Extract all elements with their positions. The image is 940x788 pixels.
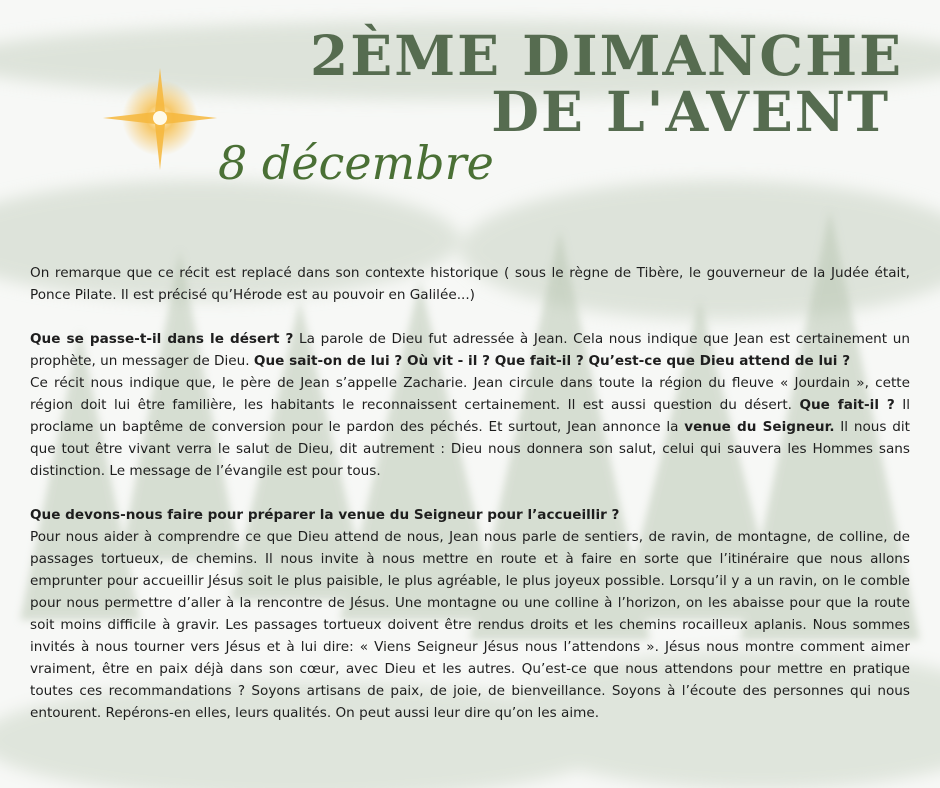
sparkle-star-icon: [95, 60, 225, 180]
paragraph-intro: On remarque que ce récit est replacé dans son contexte historique ( sous le règne de Tibère, le gouverneur de la Judée était, Ponce Pilate. Il est précisé qu’Hérode est au pouvoir en Galilée...): [30, 265, 910, 303]
emphasis-venue: venue du Seigneur.: [684, 419, 835, 435]
question-fait-il: Que fait-il ?: [799, 397, 895, 413]
title-line-2: DE L'AVENT: [491, 79, 890, 144]
date-subtitle: 8 décembre: [218, 136, 494, 190]
paragraph-jean: [30, 372, 910, 482]
question-desert: Que se passe-t-il dans le désert ?: [30, 331, 294, 347]
title-line-1: 2ÈME DIMANCHE: [310, 23, 904, 88]
section-heading-preparer: Que devons-nous faire pour préparer la venue du Seigneur pour l’accueillir ?: [30, 507, 620, 523]
paragraph-desert: [30, 328, 910, 372]
paragraph-preparer: Pour nous aider à comprendre ce que Dieu attend de nous, Jean nous parle de sentiers, de ravin, de montagne, de colline, de passages tortueux, de chemins. Il nous invite à nous mettre en route et à faire en sorte que l’itinéraire que nous allons emprunter pour accueillir Jésus soit le plus paisible, le plus agréable, le plus joyeux possible. Lorsqu’il y a un ravin, on le comble pour nous permettre d’aller à la rencontre de Jésus. Une montagne ou une colline à l’horizon, on les abaisse pour que la route soit moins difficile à gravir. Les passages tortueux doivent être rendus droits et les chemins rocailleux aplanis. Nous sommes invités à nous tourner vers Jésus et à lui dire: « Viens Seigneur Jésus nous l’attendons ». Jésus nous montre comment aimer vraiment, être en paix déjà dans son cœur, avec Dieu et les autres. Qu’est-ce que nous attendons pour mettre en pratique toutes ces recommandations ? Soyons artisans de paix, de joie, de bienveillance. Soyons à l’écoute des personnes qui nous entourent. Repérons-en elles, leurs qualités. On peut aussi leur dire qu’on les aime.: [30, 529, 910, 721]
article-body: [30, 262, 910, 724]
text-jean-2: Il proclame un baptême de conversion pour le pardon des péchés. Et surtout, Jean annonce la: [30, 397, 910, 435]
question-jean: Que sait-on de lui ? Où vit - il ? Que fait-il ? Qu’est-ce que Dieu attend de lui ?: [253, 353, 851, 369]
text-jean-3: Il nous dit que tout être vivant verra le salut de Dieu, dit autrement : Dieu nous donnera son salut, celui qui sauvera les Hommes sans distinction. Le message de l’évangile est pour tous.: [30, 419, 910, 479]
text-desert: La parole de Dieu fut adressée à Jean. Cela nous indique que Jean est certainement un prophète, un messager de Dieu.: [30, 331, 910, 369]
text-jean-1: Ce récit nous indique que, le père de Jean s’appelle Zacharie. Jean circule dans toute la région du fleuve « Jourdain », cette région doit lui être familière, les habitants le reconnaissent certainement. Il est aussi question du désert.: [30, 375, 910, 413]
